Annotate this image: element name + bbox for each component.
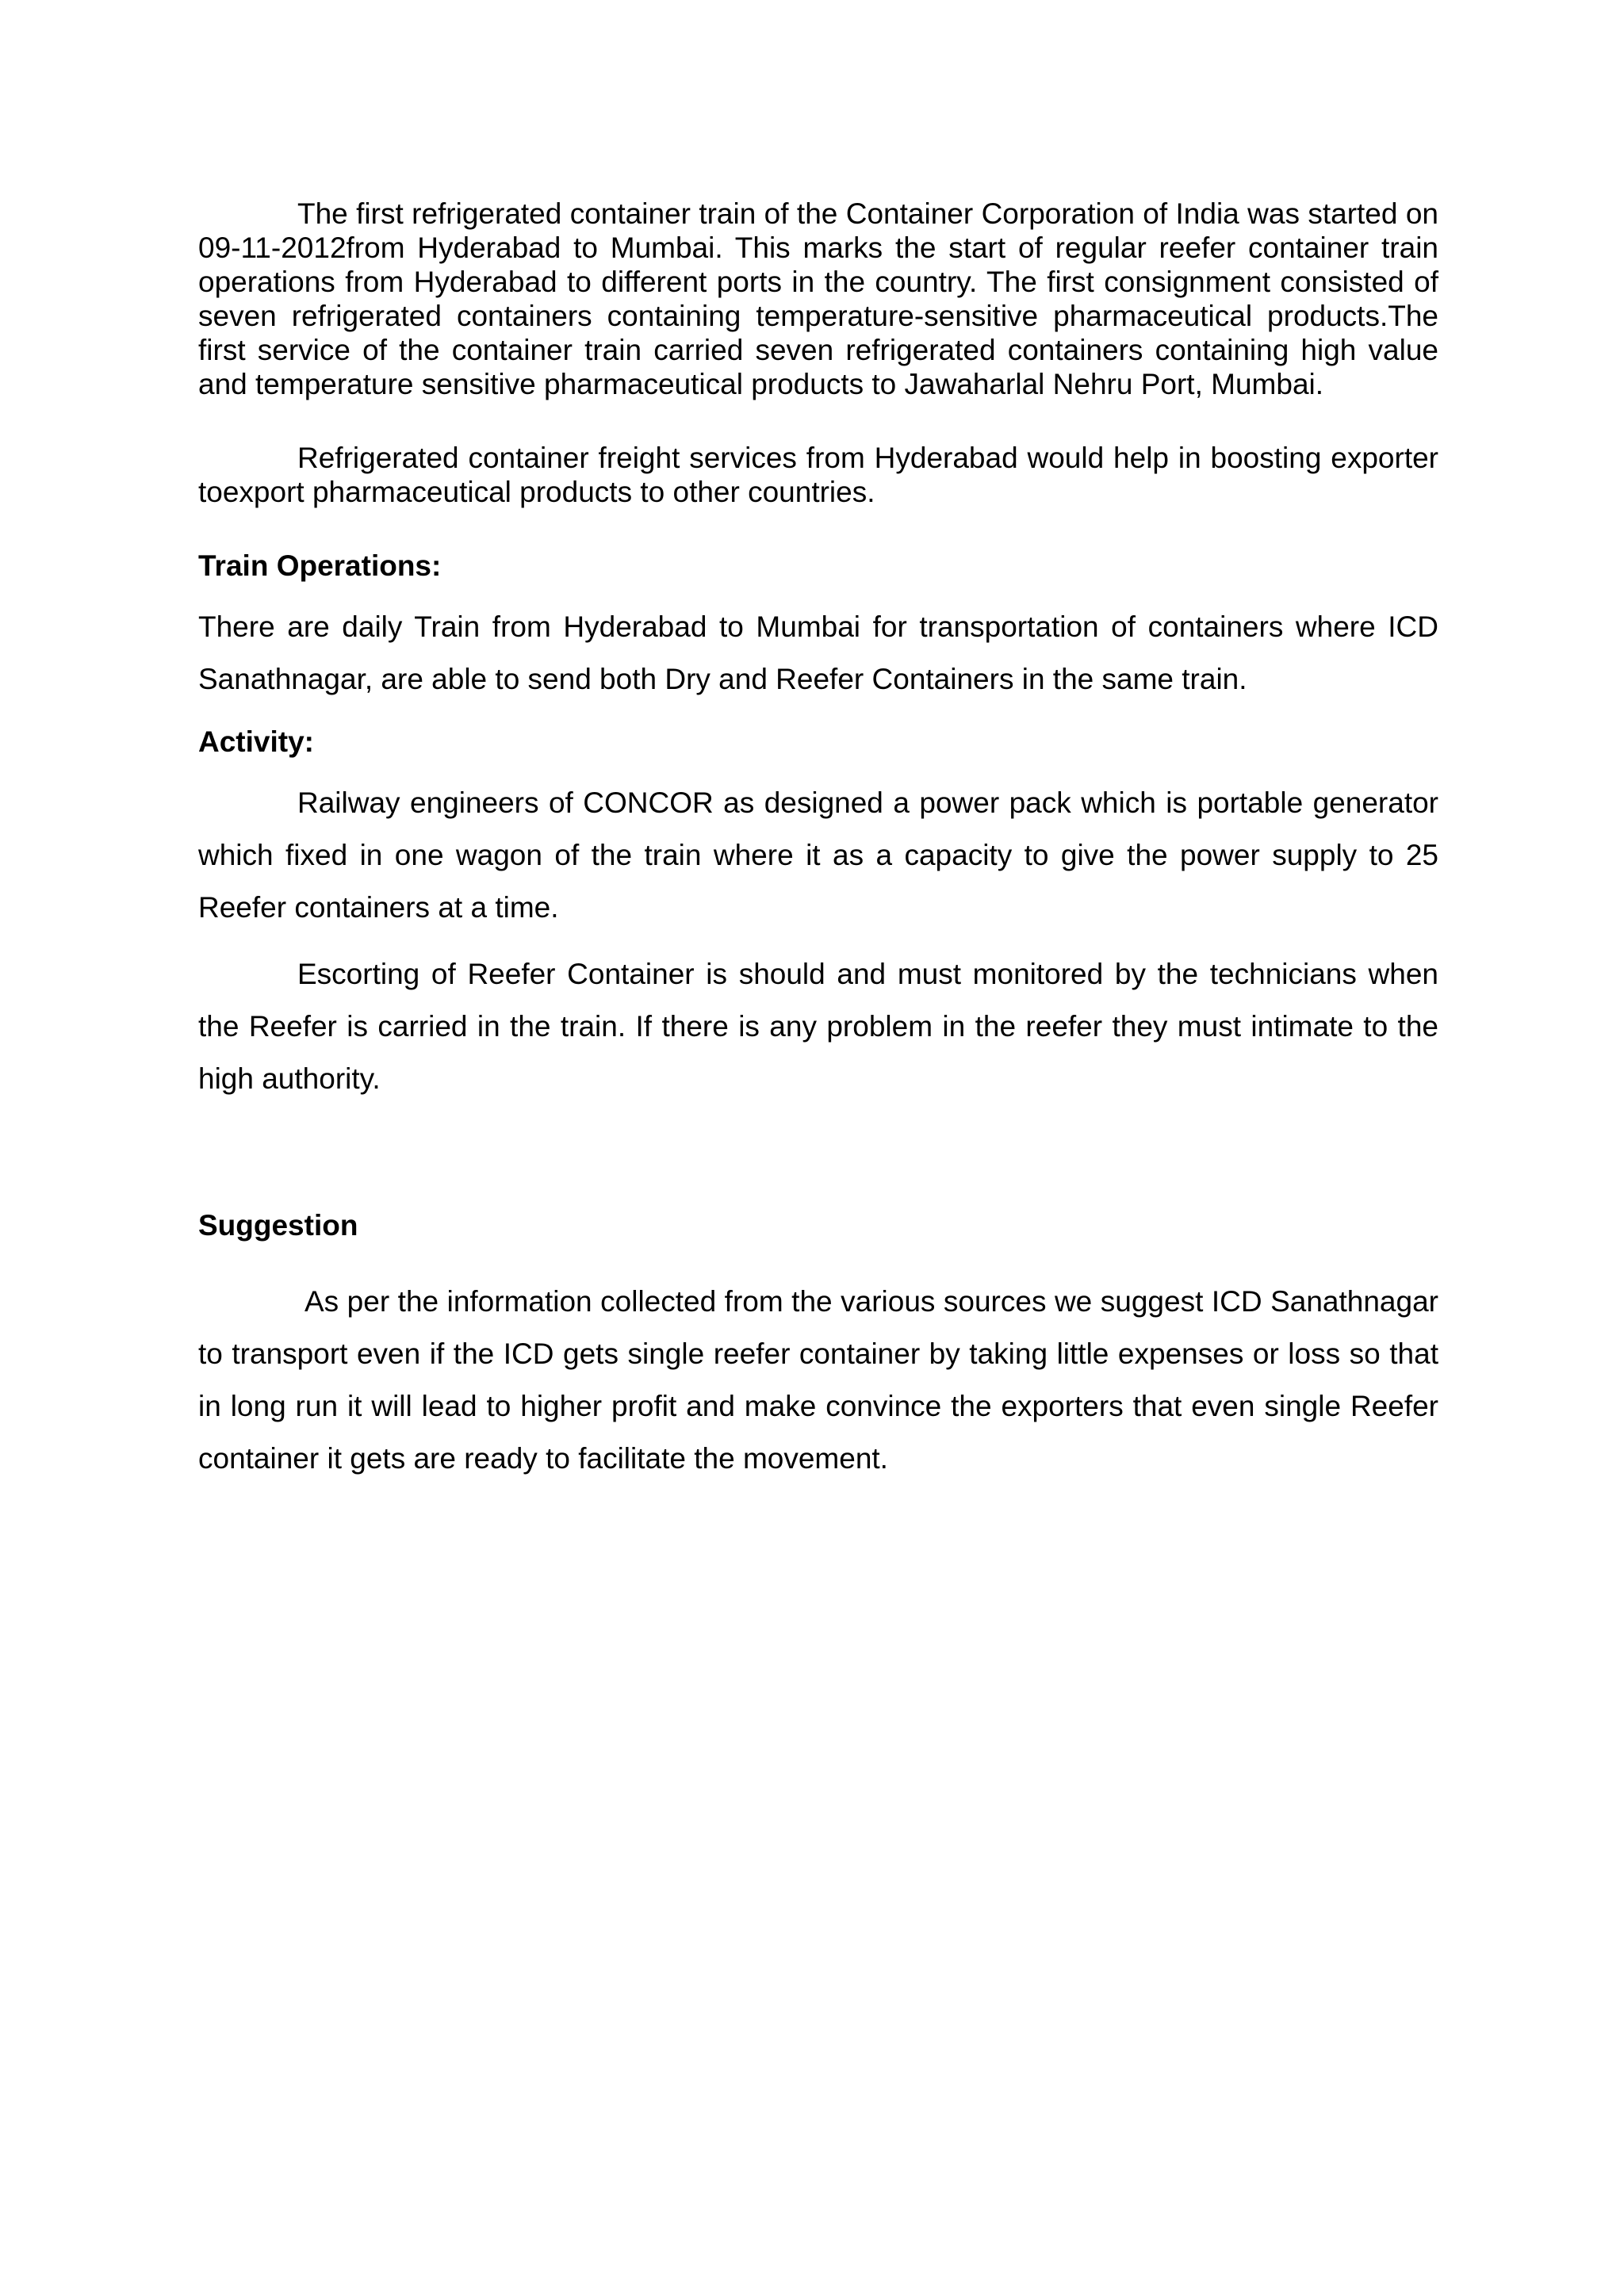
suggestion-paragraph: As per the information collected from the various sources we suggest ICD Sanathnagar to transport even if the ICD gets single reefer container by taking little expenses or loss so that in long run it will lead to higher profit and make convince the exporters that even single Reefer container it gets are ready to facilitate the movement. bbox=[198, 1285, 1438, 1475]
intro-paragraph-1: The first refrigerated container train of the Container Corporation of India was started on 09-11-2012from Hyderabad to Mumbai. This marks the start of regular reefer container train operations from Hyderabad to different ports in the country. The first consignment consisted of seven refrigerated containers containing temperature-sensitive pharmaceutical products.The first service of the container train carried seven refrigerated containers containing high value and temperature sensitive pharmaceutical products to Jawaharlal Nehru Port, Mumbai. bbox=[198, 197, 1438, 400]
activity-paragraph-1: Railway engineers of CONCOR as designed a power pack which is portable generator which fixed in one wagon of the train where it as a capacity to give the power supply to 25 Reefer containers at a time. bbox=[198, 786, 1438, 924]
document-body bbox=[198, 197, 1438, 1485]
train-operations-heading: Train Operations: bbox=[198, 549, 442, 582]
suggestion-heading: Suggestion bbox=[198, 1209, 358, 1242]
train-operations-paragraph: There are daily Train from Hyderabad to Mumbai for transportation of containers where ICD Sanathnagar, are able to send both Dry and Reefer Containers in the same train. bbox=[198, 610, 1438, 695]
activity-paragraph-2: Escorting of Reefer Container is should and must monitored by the technicians when the Reefer is carried in the train. If there is any problem in the reefer they must intimate to the high authority. bbox=[198, 958, 1438, 1095]
activity-heading: Activity: bbox=[198, 725, 314, 758]
intro-paragraph-2: Refrigerated container freight services from Hyderabad would help in boosting exporter toexport pharmaceutical products to other countries. bbox=[198, 442, 1438, 508]
